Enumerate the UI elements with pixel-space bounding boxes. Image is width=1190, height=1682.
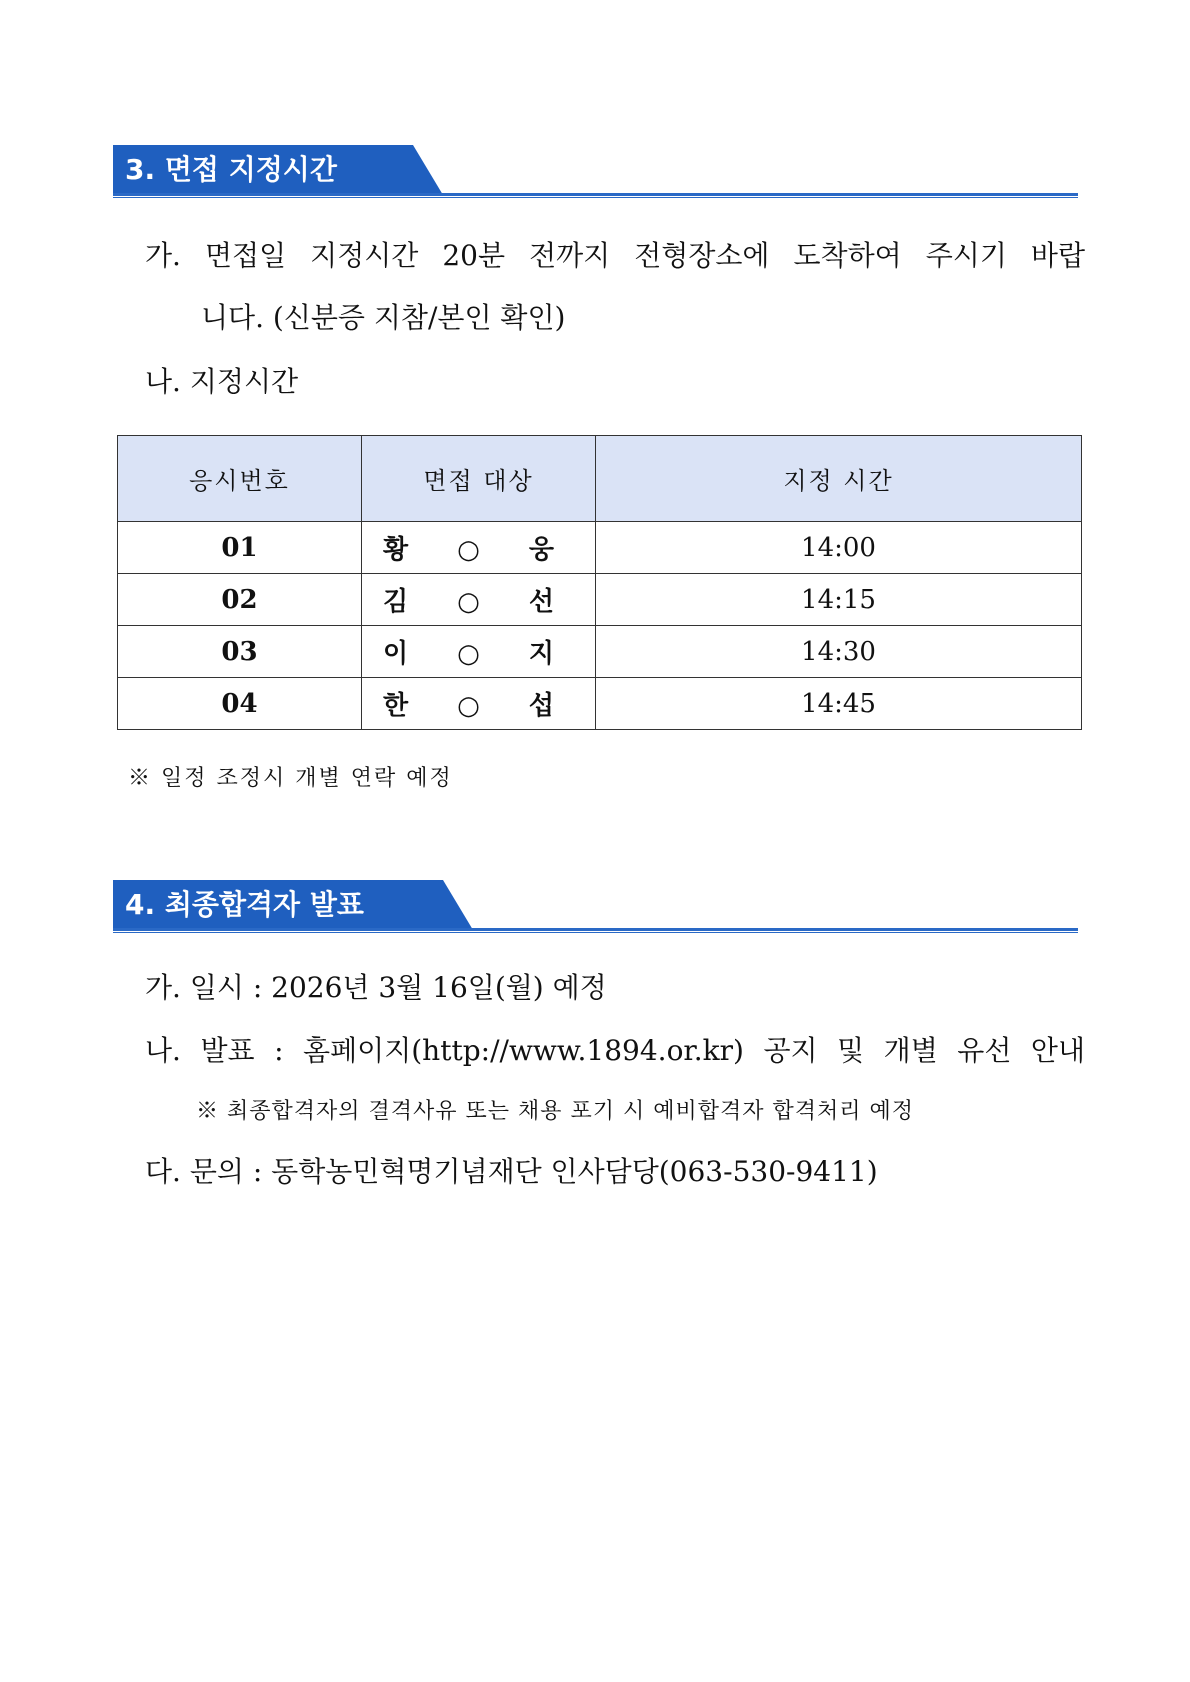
header-applicant-number: 응시번호 [118,436,362,522]
section-4-rule [113,928,1078,931]
section-3-rule [113,193,1078,196]
section-4-heading [113,880,1078,934]
section-4-rule-thin [113,932,1078,933]
section-3-heading [113,145,1078,199]
table-row [118,574,1082,626]
time-cell: 14:30 [596,626,1082,678]
header-interviewee: 면접 대상 [362,436,596,522]
applicant-number-cell: 01 [118,522,362,574]
section-4-item-da: 다. 문의 : 동학농민혁명기념재단 인사담당(063-530-9411) [145,1155,878,1188]
applicant-number-cell: 03 [118,626,362,678]
applicant-number-cell: 04 [118,678,362,730]
interview-schedule-table [117,435,1082,730]
interviewee-cell: 이 ○ 지 [362,626,596,678]
table-row [118,626,1082,678]
section-3-item-ga-line1: 가. 면접일 지정시간 20분 전까지 전형장소에 도착하여 주시기 바랍 [145,239,1085,272]
section-3-title: 3. 면접 지정시간 [125,153,337,186]
interviewee-cell: 한 ○ 섭 [362,678,596,730]
section-3-item-na: 나. 지정시간 [145,365,299,398]
section-3-note: ※ 일정 조정시 개별 연락 예정 [128,766,453,791]
table-row [118,522,1082,574]
applicant-number-cell: 02 [118,574,362,626]
interviewee-cell: 황 ○ 웅 [362,522,596,574]
section-4-title: 4. 최종합격자 발표 [125,888,364,921]
time-cell: 14:45 [596,678,1082,730]
time-cell: 14:15 [596,574,1082,626]
interviewee-cell: 김 ○ 선 [362,574,596,626]
time-cell: 14:00 [596,522,1082,574]
section-3-rule-thin [113,197,1078,198]
table-header-row [118,436,1082,522]
header-scheduled-time: 지정 시간 [596,436,1082,522]
table-row [118,678,1082,730]
section-4-item-na: 나. 발표 : 홈페이지(http://www.1894.or.kr) 공지 및 개별 유선 안내 [145,1034,1085,1067]
section-4-item-ga: 가. 일시 : 2026년 3월 16일(월) 예정 [145,971,607,1004]
section-3-item-ga-line2: 니다. (신분증 지참/본인 확인) [201,301,566,334]
section-4-note: ※ 최종합격자의 결격사유 또는 채용 포기 시 예비합격자 합격처리 예정 [196,1099,914,1124]
